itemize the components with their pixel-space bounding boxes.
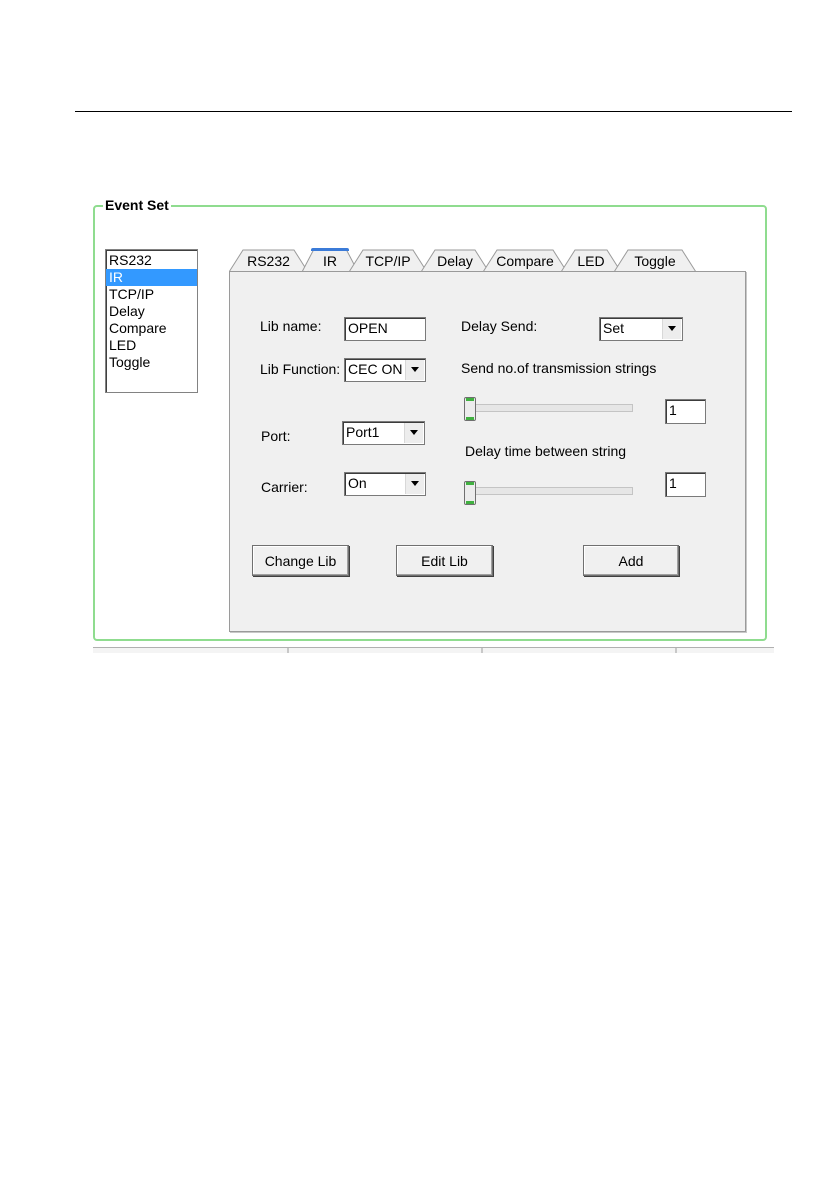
list-item-toggle[interactable]: Toggle — [109, 354, 151, 370]
send-strings-label: Send no.of transmission strings — [461, 360, 657, 376]
port-select[interactable] — [342, 421, 425, 445]
tab-rs232[interactable] — [229, 248, 308, 272]
chevron-down-icon[interactable] — [404, 423, 423, 443]
tab-delay[interactable] — [421, 248, 489, 272]
send-strings-slider-track[interactable] — [464, 404, 633, 412]
tab-compare-label: Compare — [496, 253, 554, 269]
delay-time-slider-track[interactable] — [464, 487, 633, 495]
list-item-ir[interactable]: IR — [106, 269, 197, 286]
tab-rs232-label: RS232 — [247, 253, 290, 269]
port-label: Port: — [261, 428, 291, 444]
list-item-led[interactable]: LED — [109, 337, 137, 353]
chevron-down-icon[interactable] — [662, 319, 681, 339]
delay-send-value: Set — [603, 320, 625, 336]
port-value: Port1 — [346, 424, 380, 440]
tab-delay-label: Delay — [437, 253, 473, 269]
page-header-rule — [75, 111, 792, 112]
carrier-label: Carrier: — [261, 479, 308, 495]
tab-tcpip-label: TCP/IP — [365, 253, 411, 269]
lib-function-value: CEC ON — [348, 361, 403, 377]
list-item-delay[interactable]: Delay — [109, 303, 145, 319]
event-type-list[interactable] — [105, 249, 198, 393]
tab-toggle[interactable] — [614, 248, 696, 272]
bottom-strip — [93, 647, 774, 653]
tab-toggle-label: Toggle — [634, 253, 676, 269]
carrier-value: On — [348, 475, 367, 491]
lib-function-label: Lib Function: — [260, 361, 341, 377]
tab-tcpip[interactable] — [349, 248, 427, 272]
delay-time-input[interactable]: 1 — [665, 472, 706, 497]
list-item-tcpip[interactable]: TCP/IP — [109, 286, 155, 302]
active-tab-marker — [311, 248, 349, 251]
delay-send-select[interactable] — [599, 317, 683, 341]
list-item-compare[interactable]: Compare — [109, 320, 167, 336]
lib-name-input[interactable]: OPEN — [344, 317, 426, 341]
event-set-title: Event Set — [105, 197, 169, 213]
change-lib-button[interactable]: Change Lib — [252, 545, 349, 576]
delay-send-label: Delay Send: — [461, 318, 538, 334]
tab-bar — [229, 248, 749, 272]
tab-led[interactable] — [561, 248, 621, 272]
tab-compare[interactable] — [483, 248, 567, 272]
list-item-rs232[interactable]: RS232 — [109, 252, 152, 268]
tab-ir-label: IR — [323, 253, 337, 269]
delay-time-slider-thumb[interactable] — [464, 481, 476, 505]
tab-led-label: LED — [577, 253, 605, 269]
lib-name-label: Lib name: — [260, 318, 322, 334]
edit-lib-button[interactable]: Edit Lib — [396, 545, 493, 576]
lib-function-select[interactable] — [344, 358, 426, 382]
send-strings-slider-thumb[interactable] — [464, 397, 476, 421]
add-button[interactable]: Add — [583, 545, 679, 576]
send-strings-input[interactable]: 1 — [665, 399, 706, 424]
delay-time-label: Delay time between string — [465, 443, 627, 459]
carrier-select[interactable] — [344, 472, 426, 496]
chevron-down-icon[interactable] — [405, 360, 424, 380]
chevron-down-icon[interactable] — [405, 474, 424, 494]
